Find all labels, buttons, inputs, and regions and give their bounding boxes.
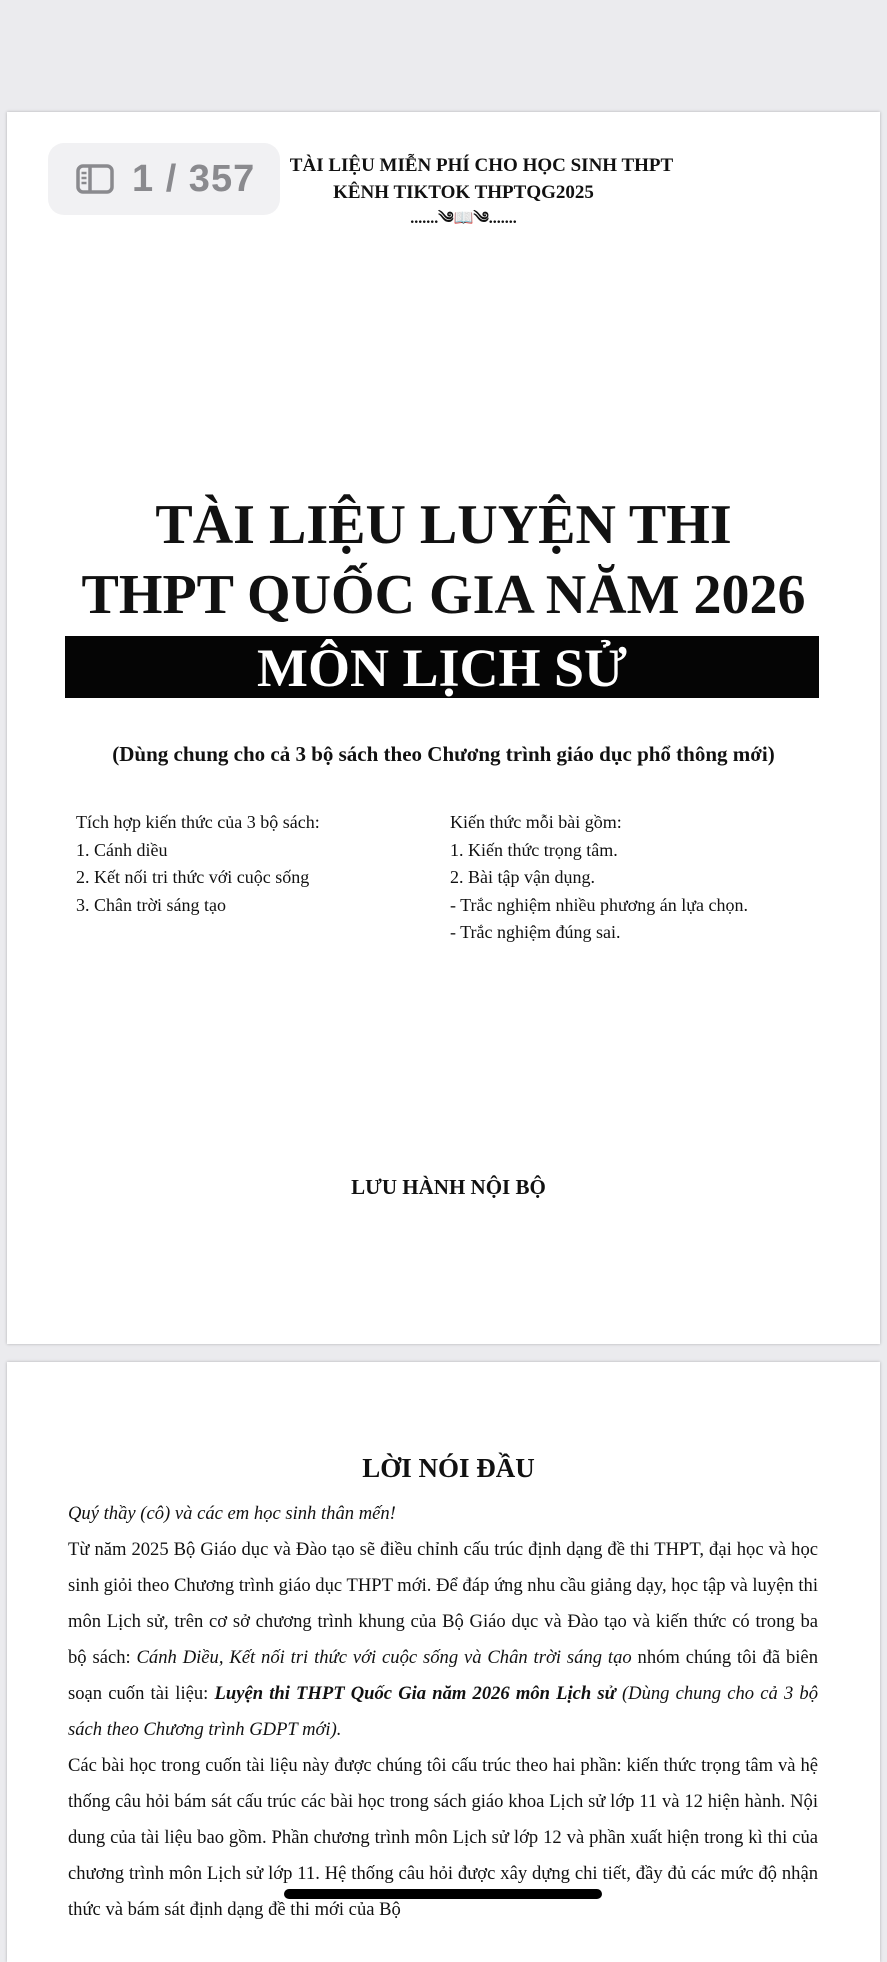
foreword-paragraph-2: Các bài học trong cuốn tài liệu này được chúng tôi cấu trúc theo hai phần: kiến thức trọng tâm và hệ thống câu hỏi bám sát cấu trúc các bài học trong sách giáo khoa Lịch sử lớp 11 và 12 hiện hành. Nội dung của tài liệu bao gồm. Phần chương trình môn Lịch sử lớp 12 và phần xuất hiện trong kì thi của chương trình môn Lịch sử lớp 11. Hệ thống câu hỏi được xây dựng chi tiết, đầy đủ các mức độ nhận thức và bám sát định dạng đề thi mới của Bộ xyxy=(68,1755,818,1920)
foreword-paragraph-1 xyxy=(68,1532,818,1748)
header-ornament: .......༄📖༄....... xyxy=(410,210,517,227)
list-item: Tích hợp kiến thức của 3 bộ sách: xyxy=(76,812,320,832)
list-item: Kiến thức mỗi bài gồm: xyxy=(450,812,622,832)
foreword-text: Từ năm 2025 Bộ Giáo dục và Đào tạo sẽ điều chỉnh cấu trúc định dạng đề thi THPT, đại học và học sinh giỏi theo Chương trình giáo dục THPT mới. Để đáp ứng nhu cầu giảng dạy, học tập và luyện thi môn Lịch sử, trên cơ sở chương trình khung của Bộ Giáo dục và Đào tạo và kiến thức có trong ba bộ sách: xyxy=(68,1539,818,1668)
list-item: 1. Kiến thức trọng tâm. xyxy=(450,839,618,860)
cover-title-line-1: TÀI LIỆU LUYỆN THI xyxy=(155,494,732,556)
list-item: 1. Cánh diều xyxy=(76,839,168,860)
list-item: - Trắc nghiệm nhiều phương án lựa chọn. xyxy=(450,894,748,915)
books-list xyxy=(76,809,436,919)
list-item: - Trắc nghiệm đúng sai. xyxy=(450,922,621,943)
books-names: Cánh Diều, Kết nối tri thức với cuộc sống và Chân trời sáng tạo xyxy=(136,1647,632,1668)
cover-title-line-2: THPT QUỐC GIA NĂM 2026 xyxy=(81,564,806,626)
page-counter[interactable] xyxy=(48,143,280,215)
list-item: 2. Kết nối tri thức với cuộc sống xyxy=(76,867,310,888)
book-title: Luyện thi THPT Quốc Gia năm 2026 môn Lịch sử xyxy=(214,1683,616,1704)
header-line-1: TÀI LIỆU MIỄN PHÍ CHO HỌC SINH THPT xyxy=(289,155,674,176)
document-page-2[interactable] xyxy=(7,1362,880,1962)
header-line-2: KÊNH TIKTOK THPTQG2025 xyxy=(333,182,594,203)
lesson-content-list xyxy=(450,809,850,947)
foreword-text: nhóm chúng tôi đã biên soạn cuốn tài liệu: xyxy=(68,1647,818,1704)
circulation-note: LƯU HÀNH NỘI BỘ xyxy=(351,1175,546,1199)
list-item: 2. Bài tập vận dụng. xyxy=(450,867,595,888)
subject-banner: MÔN LỊCH SỬ xyxy=(65,636,819,698)
document-page-1[interactable] xyxy=(7,112,880,1344)
foreword-greeting: Quý thầy (cô) và các em học sinh thân mến! xyxy=(68,1503,396,1524)
foreword-text: (Dùng chung cho cả 3 bộ sách theo Chương trình GDPT mới). xyxy=(68,1683,818,1740)
sidebar-toggle-icon[interactable] xyxy=(76,164,114,194)
foreword-body xyxy=(68,1496,818,1928)
home-indicator[interactable] xyxy=(284,1889,602,1899)
cover-subtitle: (Dùng chung cho cả 3 bộ sách theo Chương trình giáo dục phổ thông mới) xyxy=(112,742,775,766)
foreword-title: LỜI NÓI ĐẦU xyxy=(362,1453,535,1483)
list-item: 3. Chân trời sáng tạo xyxy=(76,894,226,915)
page-indicator: 1 / 357 xyxy=(132,157,256,200)
